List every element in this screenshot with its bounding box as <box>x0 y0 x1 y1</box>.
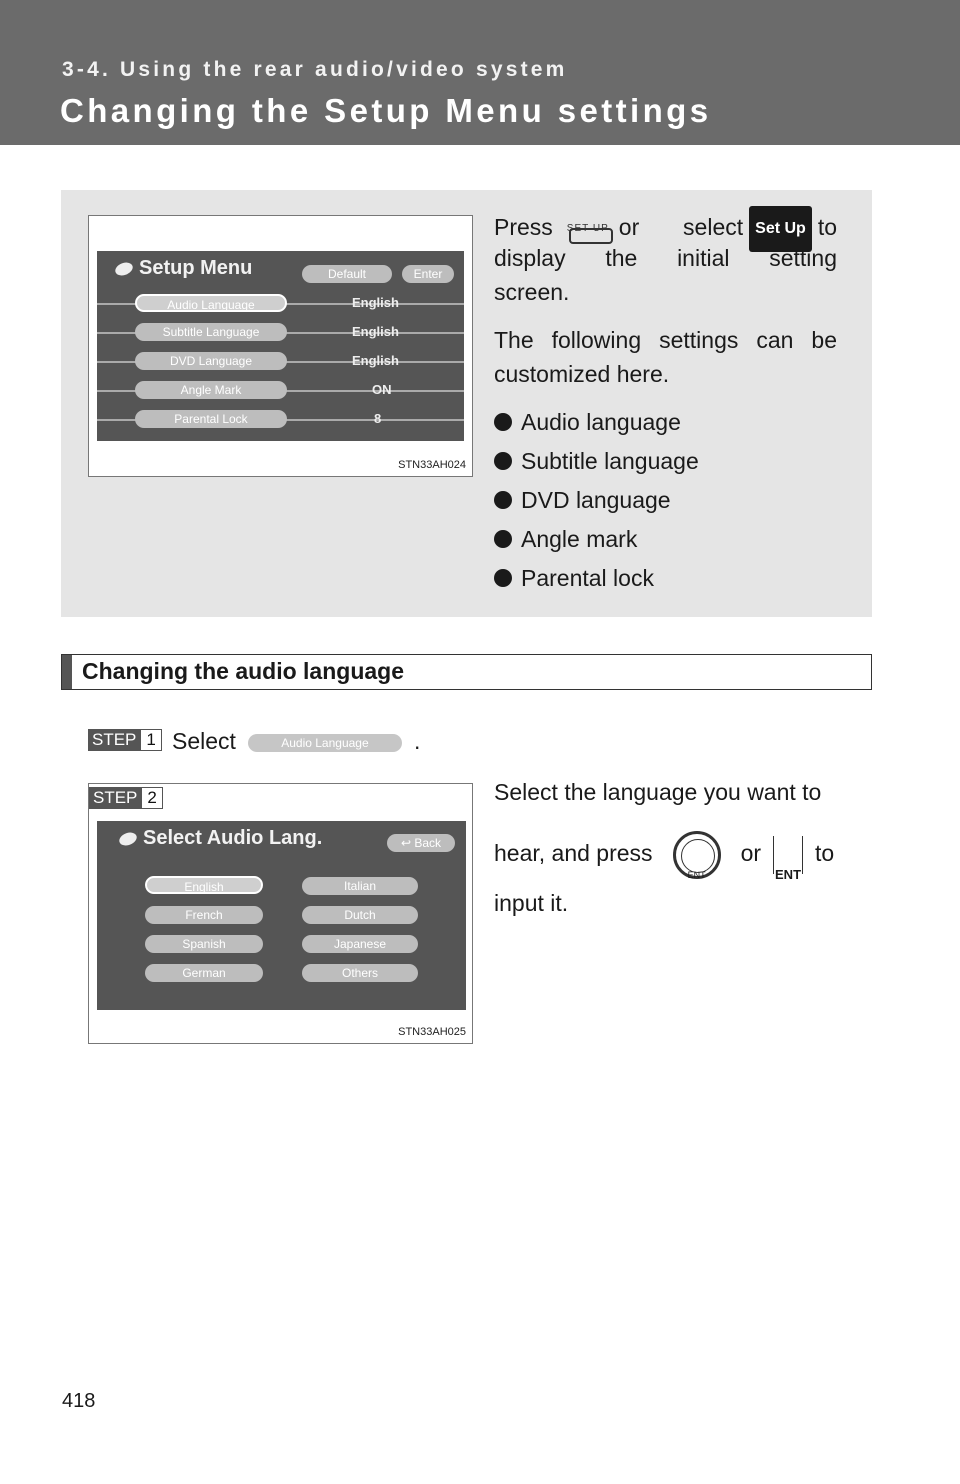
screen-title: Setup Menu <box>115 257 252 280</box>
section-label: 3-4. Using the rear audio/video system <box>62 58 568 81</box>
globe-icon <box>113 260 134 277</box>
back-button: ↩ Back <box>387 834 455 852</box>
row-label: Subtitle Language <box>135 323 287 341</box>
bullet-icon <box>494 413 512 431</box>
subsection-heading <box>61 654 872 690</box>
row-value: 8 <box>374 411 382 426</box>
language-option: Spanish <box>145 935 263 953</box>
step1-text: Select Audio Language . <box>172 728 421 754</box>
language-option: German <box>145 964 263 982</box>
bullet-icon <box>494 452 512 470</box>
language-option: Italian <box>302 877 418 895</box>
step2-line3: input it. <box>494 890 569 916</box>
row-value: ON <box>372 382 392 397</box>
screen-title: Select Audio Lang. <box>119 827 322 850</box>
language-option: English <box>145 876 263 894</box>
bullet-item: Subtitle language <box>494 448 699 475</box>
select-audio-figure <box>88 783 473 1044</box>
header-band <box>0 0 960 145</box>
bullet-item: Parental lock <box>494 565 654 592</box>
row-value: English <box>352 295 399 310</box>
row-value: English <box>352 324 399 339</box>
row-value: English <box>352 353 399 368</box>
setup-button-icon: Set Up <box>749 206 812 252</box>
audio-language-pill-icon: Audio Language <box>248 734 402 752</box>
row-label: Angle Mark <box>135 381 287 399</box>
default-button: Default <box>302 265 392 283</box>
language-option: Others <box>302 964 418 982</box>
bullet-item: Audio language <box>494 409 681 436</box>
figure-code: STN33AH024 <box>398 459 466 471</box>
select-audio-screen <box>97 821 466 1010</box>
following-line1: The following settings can be <box>494 327 837 353</box>
row-label: Audio Language <box>135 294 287 312</box>
page-title: Changing the Setup Menu settings <box>60 92 712 129</box>
ent-knob-icon: ENT <box>673 831 721 879</box>
setup-menu-figure <box>88 215 473 477</box>
intro-line1: Press SET UP or select Set Up to <box>494 206 837 252</box>
page-number: 418 <box>62 1390 96 1412</box>
enter-button: Enter <box>402 265 454 283</box>
language-option: French <box>145 906 263 924</box>
bullet-icon <box>494 491 512 509</box>
setup-menu-screen <box>97 251 464 441</box>
bullet-icon <box>494 530 512 548</box>
globe-icon <box>117 830 138 847</box>
step1-badge: STEP 1 <box>88 729 162 751</box>
figure-code: STN33AH025 <box>398 1026 466 1038</box>
language-option: Dutch <box>302 906 418 924</box>
row-label: DVD Language <box>135 352 287 370</box>
heading-bar <box>62 655 72 689</box>
step2-badge: STEP 2 <box>89 787 163 809</box>
following-line2: customized here. <box>494 361 670 387</box>
step2-line1: Select the language you want to <box>494 779 822 805</box>
intro-line3: screen. <box>494 279 570 305</box>
ent-key-icon: ENT <box>773 836 803 874</box>
setup-key-icon: SET UP <box>559 211 613 247</box>
language-option: Japanese <box>302 935 418 953</box>
intro-line2: display the initial setting <box>494 245 837 271</box>
bullet-item: Angle mark <box>494 526 637 553</box>
bullet-item: DVD language <box>494 487 671 514</box>
subsection-title: Changing the audio language <box>82 658 404 684</box>
bullet-icon <box>494 569 512 587</box>
row-label: Parental Lock <box>135 410 287 428</box>
step2-line2: hear, and press ENT or ENT to <box>494 826 866 880</box>
